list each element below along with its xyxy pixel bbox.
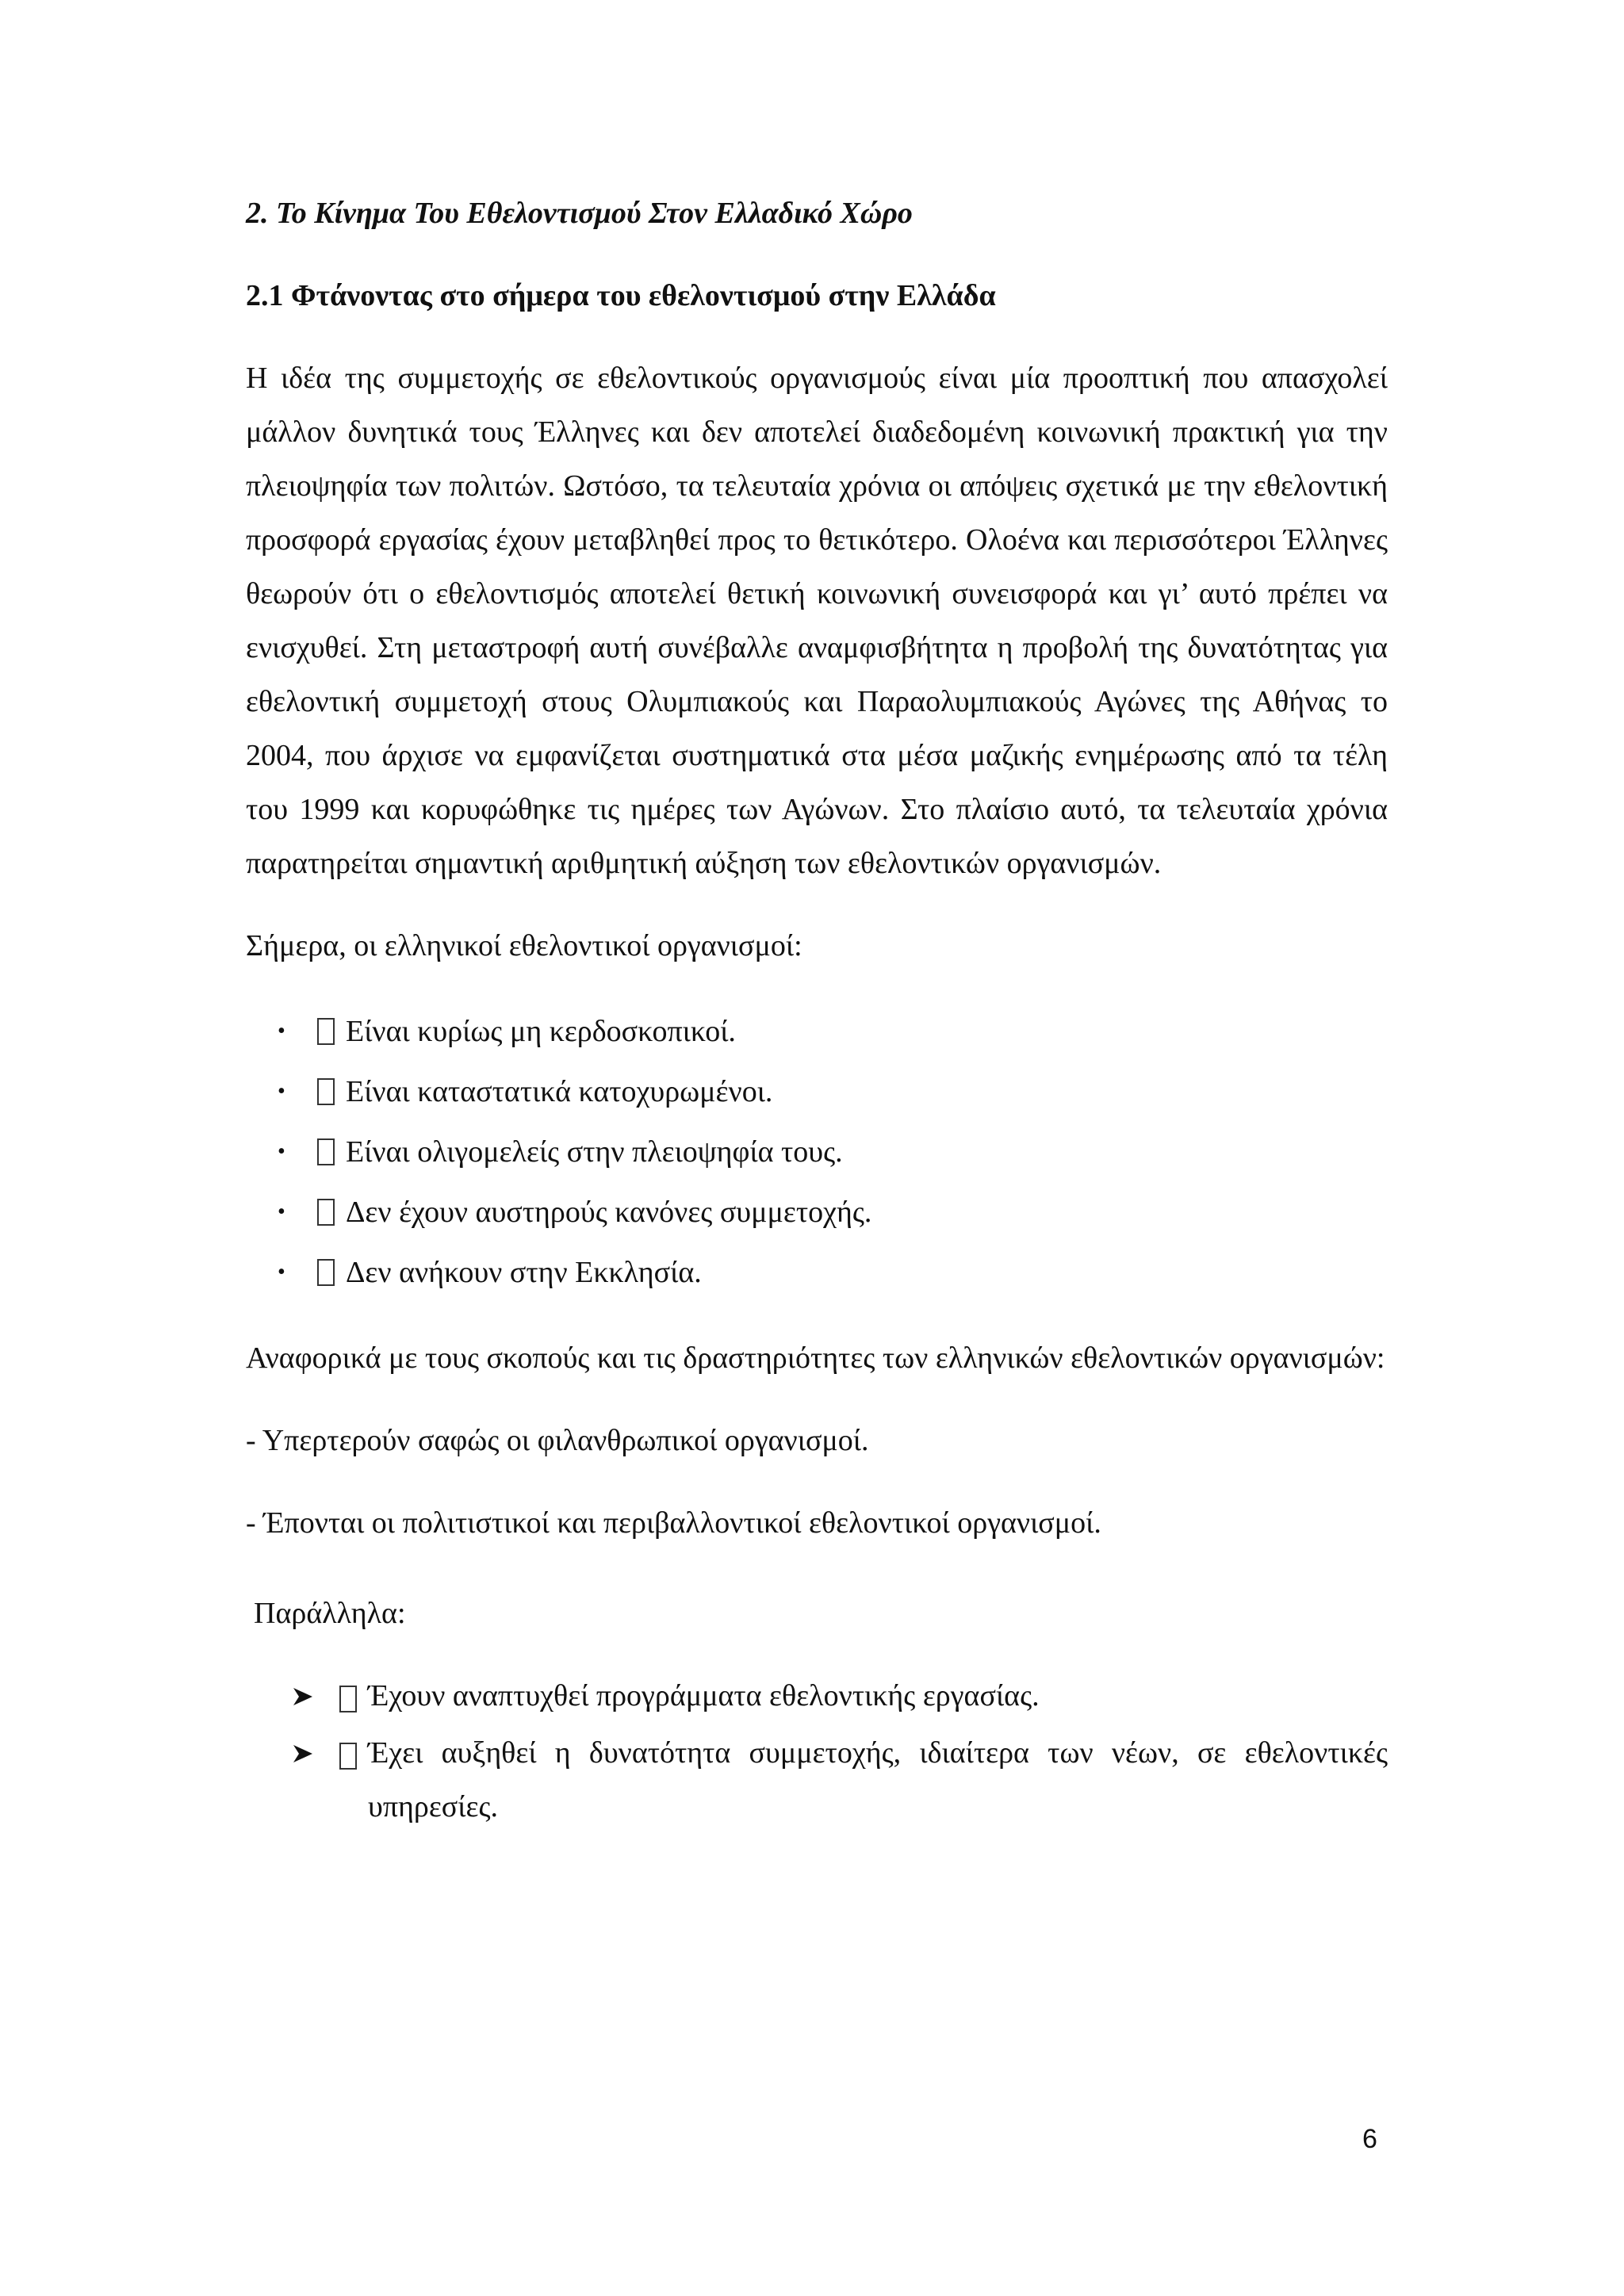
- section-title: 2.1 Φτάνοντας στο σήμερα του εθελοντισμού στην Ελλάδα: [246, 279, 996, 312]
- missing-glyph-box-icon: [317, 1138, 335, 1165]
- list-item: [246, 1726, 1388, 1834]
- parallel-label: Παράλληλα:: [254, 1597, 406, 1630]
- bullet-list: [246, 1001, 1388, 1303]
- list-item-text: Είναι κυρίως μη κερδοσκοπικοί.: [346, 1015, 736, 1048]
- arrowhead-bullet-icon: [292, 1669, 339, 1723]
- bullet-icon: •: [278, 1200, 285, 1224]
- missing-glyph-box-icon: [339, 1743, 357, 1770]
- missing-glyph-box-icon: [317, 1078, 335, 1105]
- list-item-text: Δεν ανήκουν στην Εκκλησία.: [346, 1256, 702, 1289]
- missing-glyph-box-icon: [317, 1259, 335, 1286]
- bullet-icon: •: [278, 1139, 285, 1164]
- today-intro: Σήμερα, οι ελληνικοί εθελοντικοί οργανισμοί:: [246, 929, 802, 962]
- bullet-icon: •: [278, 1260, 285, 1284]
- arrow-list: [246, 1669, 1388, 1834]
- chapter-title: 2. Το Κίνημα Του Εθελοντισμού Στον Ελλαδικό Χώρο: [246, 197, 913, 230]
- missing-glyph-box-icon: [317, 1199, 335, 1226]
- arrowhead-bullet-icon: [292, 1726, 339, 1780]
- bullet-icon: •: [278, 1079, 285, 1104]
- bullet-icon: •: [278, 1019, 285, 1043]
- list-item-text: Έχει αυξηθεί η δυνατότητα συμμετοχής, ιδιαίτερα των νέων, σε εθελοντικές υπηρεσίες.: [368, 1736, 1388, 1823]
- dash-item: - Έπονται οι πολιτιστικοί και περιβαλλοντικοί εθελοντικοί οργανισμοί.: [246, 1506, 1101, 1540]
- list-item: [246, 1669, 1388, 1723]
- list-item: [246, 1122, 1388, 1182]
- dash-item: - Υπερτερούν σαφώς οι φιλανθρωπικοί οργανισμοί.: [246, 1424, 869, 1457]
- list-item-text: Έχουν αναπτυχθεί προγράμματα εθελοντικής εργασίας.: [368, 1679, 1040, 1712]
- list-item: [246, 1242, 1388, 1303]
- list-item: [246, 1001, 1388, 1062]
- list-item: [246, 1062, 1388, 1122]
- missing-glyph-box-icon: [317, 1018, 335, 1045]
- purposes-intro: Αναφορικά με τους σκοπούς και τις δραστηριότητες των ελληνικών εθελοντικών οργανισμών:: [246, 1341, 1385, 1375]
- list-item-text: Είναι ολιγομελείς στην πλειοψηφία τους.: [346, 1135, 843, 1169]
- list-item: [246, 1182, 1388, 1242]
- page-content: [246, 186, 1388, 1837]
- page-number: 6: [1362, 2124, 1377, 2154]
- list-item-text: Είναι καταστατικά κατοχυρωμένοι.: [346, 1075, 773, 1108]
- body-paragraph: Η ιδέα της συμμετοχής σε εθελοντικούς οργανισμούς είναι μία προοπτική που απασχολεί μάλλον δυνητικά τους Έλληνες και δεν αποτελεί διαδεδομένη κοινωνική πρακτική για την πλειοψηφία των πολιτών. Ωστόσο, τα τελευταία χρόνια οι απόψεις σχετικά με την εθελοντική προσφορά εργασίας έχουν μεταβληθεί προς το θετικότερο. Ολοένα και περισσότεροι Έλληνες θεωρούν ότι ο εθελοντισμός αποτελεί θετική κοινωνική συνεισφορά και γι’ αυτό πρέπει να ενισχυθεί. Στη μεταστροφή αυτή συνέβαλλε αναμφισβήτητα η προβολή της δυνατότητας για εθελοντική συμμετοχή στους Ολυμπιακούς και Παραολυμπιακούς Αγώνες της Αθήνας το 2004, που άρχισε να εμφανίζεται συστηματικά στα μέσα μαζικής ενημέρωσης από τα τέλη του 1999 και κορυφώθηκε τις ημέρες των Αγώνων. Στο πλαίσιο αυτό, τα τελευταία χρόνια παρατηρείται σημαντική αριθμητική αύξηση των εθελοντικών οργανισμών.: [246, 362, 1388, 880]
- list-item-text: Δεν έχουν αυστηρούς κανόνες συμμετοχής.: [346, 1196, 872, 1229]
- missing-glyph-box-icon: [339, 1686, 357, 1712]
